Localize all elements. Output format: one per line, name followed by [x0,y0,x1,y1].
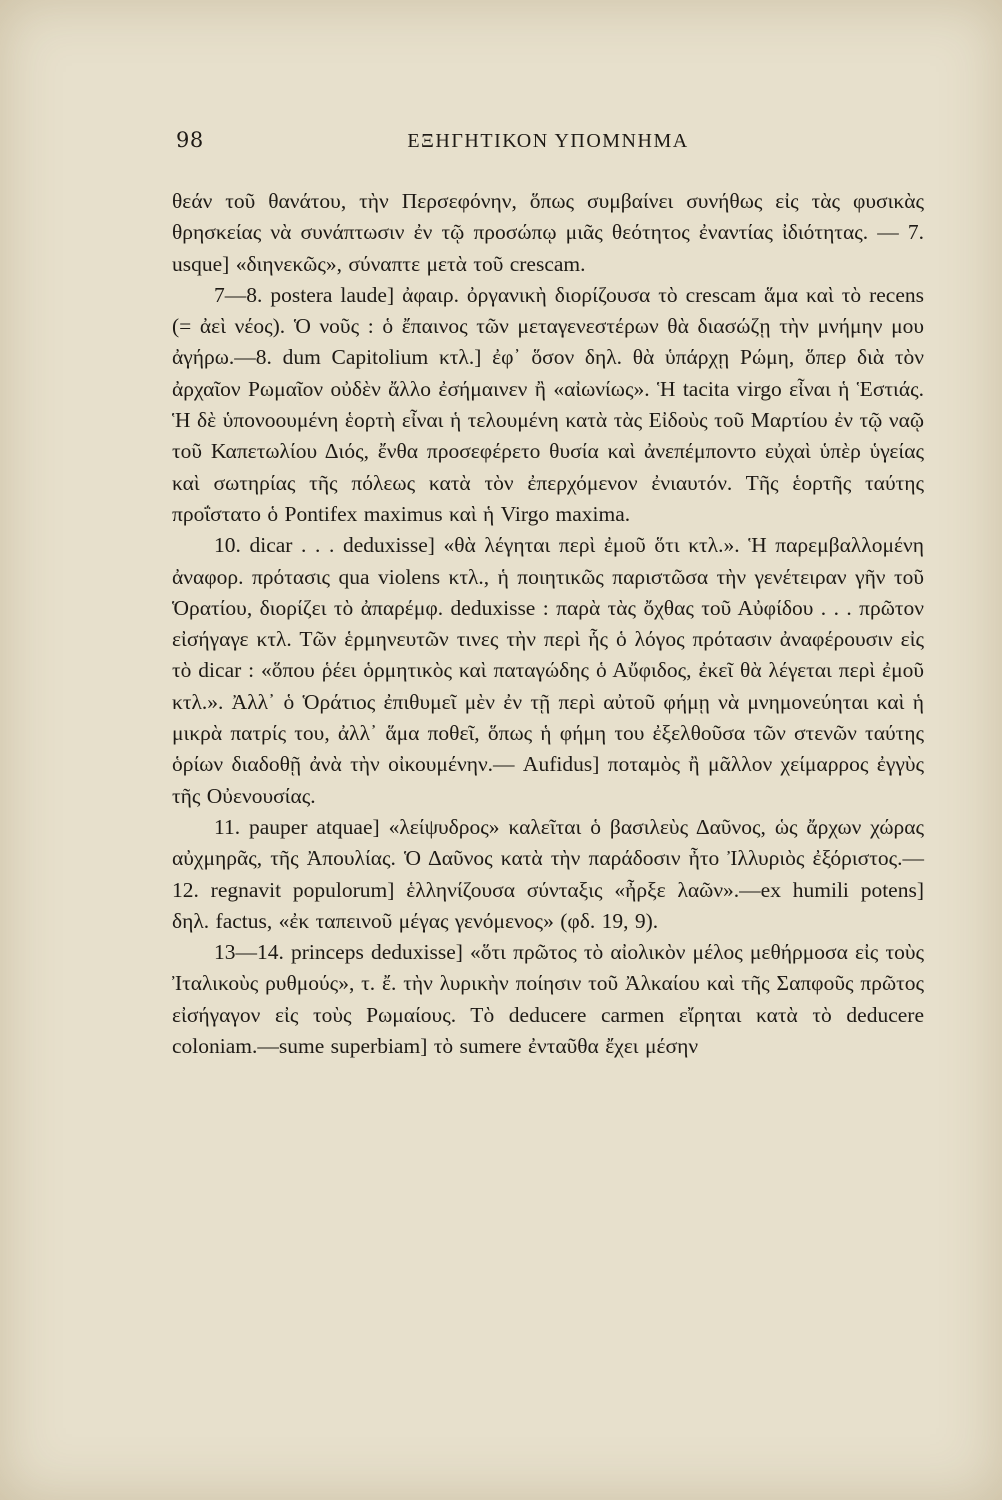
paragraph: 11. pauper atquae] «λείψυδρος» καλεῖται ὁ βασιλεὺς Δαῦνος, ὡς ἄρχων χώρας αὐχμηρᾶς, τῆς Ἀπουλίας. Ὁ Δαῦνος κατὰ τὴν παράδοσιν ἦτο Ἰλλυριὸς ἐξόριστος.—12. regnavit populorum] ἑλληνίζουσα σύνταξις «ἦρξε λαῶν».—ex humili potens] δηλ. factus, «ἐκ ταπεινοῦ μέγας γενόμενος» (φδ. 19, 9). [172,814,924,933]
page-content [172,128,924,1062]
page-number: 98 [176,128,204,152]
paragraph: θεάν τοῦ θανάτου, τὴν Περσεφόνην, ὅπως συμβαίνει συνήθως εἰς τὰς φυσικὰς θρησκείας νὰ συνάπτωσιν ἐν τῷ προσώπῳ μιᾶς θεότητος ἐναντίας ἰδιότητας. — 7. usque] «διηνεκῶς», σύναπτε μετὰ τοῦ crescam. [172,189,924,276]
paragraph: 7—8. postera laude] ἀφαιρ. ὀργανικὴ διορίζουσα τὸ crescam ἅμα καὶ τὸ recens (= ἀεὶ νέος). Ὁ νοῦς : ὁ ἔπαινος τῶν μεταγενεστέρων θὰ διασώζῃ τὴν μνήμην μου ἀγήρω.—8. dum Capitolium κτλ.] ἐφ᾽ ὅσον δηλ. θὰ ὑπάρχῃ Ρώμη, ὅπερ διὰ τὸν ἀρχαῖον Ρωμαῖον οὐδὲν ἄλλο ἐσήμαινεν ἢ «αἰωνίως». Ἡ tacita virgo εἶναι ἡ Ἑστιάς. Ἡ δὲ ὑπονοουμένη ἑορτὴ εἶναι ἡ τελουμένη κατὰ τὰς Εἰδοὺς τοῦ Μαρτίου ἐν τῷ ναῷ τοῦ Καπετωλίου Διός, ἔνθα προσεφέρετο θυσία καὶ ἀνεπέμποντο εὐχαὶ ὑπὲρ ὑγείας καὶ σωτηρίας τῆς πόλεως κατὰ τὸν ἐπερχόμενον ἐνιαυτόν. Τῆς ἑορτῆς ταύτης προΐστατο ὁ Pontifex maximus καὶ ἡ Virgo maxima. [172,282,924,526]
page-header [172,128,924,168]
paragraph: 10. dicar . . . deduxisse] «θὰ λέγηται περὶ ἐμοῦ ὅτι κτλ.». Ἡ παρεμβαλλομένη ἀναφορ. πρότασις qua violens κτλ., ἡ ποιητικῶς παριστῶσα τὴν γενέτειραν γῆν τοῦ Ὁρατίου, διορίζει τὸ ἀπαρέμφ. deduxisse : παρὰ τὰς ὄχθας τοῦ Αὐφίδου . . . πρῶτον εἰσήγαγε κτλ. Τῶν ἑρμηνευτῶν τινες τὴν περὶ ἧς ὁ λόγος πρότασιν ἀναφέρουσιν εἰς τὸ dicar : «ὅπου ῥέει ὁρμητικὸς καὶ παταγώδης ὁ Αὔφιδος, ἐκεῖ θὰ λέγεται περὶ ἐμοῦ κτλ.». Ἀλλ᾽ ὁ Ὁράτιος ἐπιθυμεῖ μὲν ἐν τῇ περὶ αὐτοῦ φήμῃ νὰ μνημονεύηται καὶ ἡ μικρὰ πατρίς του, ἀλλ᾽ ἅμα ποθεῖ, ὅπως ἡ φήμη του ἐξελθοῦσα τῶν στενῶν ταύτης ὁρίων διαδοθῇ ἀνὰ τὴν οἰκουμένην.— Aufidus] ποταμὸς ἢ μᾶλλον χείμαρρος ἐγγὺς τῆς Οὐενουσίας. [172,533,924,808]
running-head: ΕΞΗΓΗΤΙΚΟΝ ΥΠΟΜΝΗΜΑ [407,130,689,152]
commentary-text [172,186,924,1062]
paragraph: 13—14. princeps deduxisse] «ὅτι πρῶτος τὸ αἰολικὸν μέλος μεθήρμοσα εἰς τοὺς Ἰταλικοὺς ρυθμούς», τ. ἔ. τὴν λυρικὴν ποίησιν τοῦ Ἀλκαίου καὶ τῆς Σαπφοῦς πρῶτος εἰσήγαγον εἰς τοὺς Ρωμαίους. Τὸ deducere carmen εἴρηται κατὰ τὸ deducere coloniam.—sume superbiam] τὸ sumere ἐνταῦθα ἔχει μέσην [172,940,924,1059]
